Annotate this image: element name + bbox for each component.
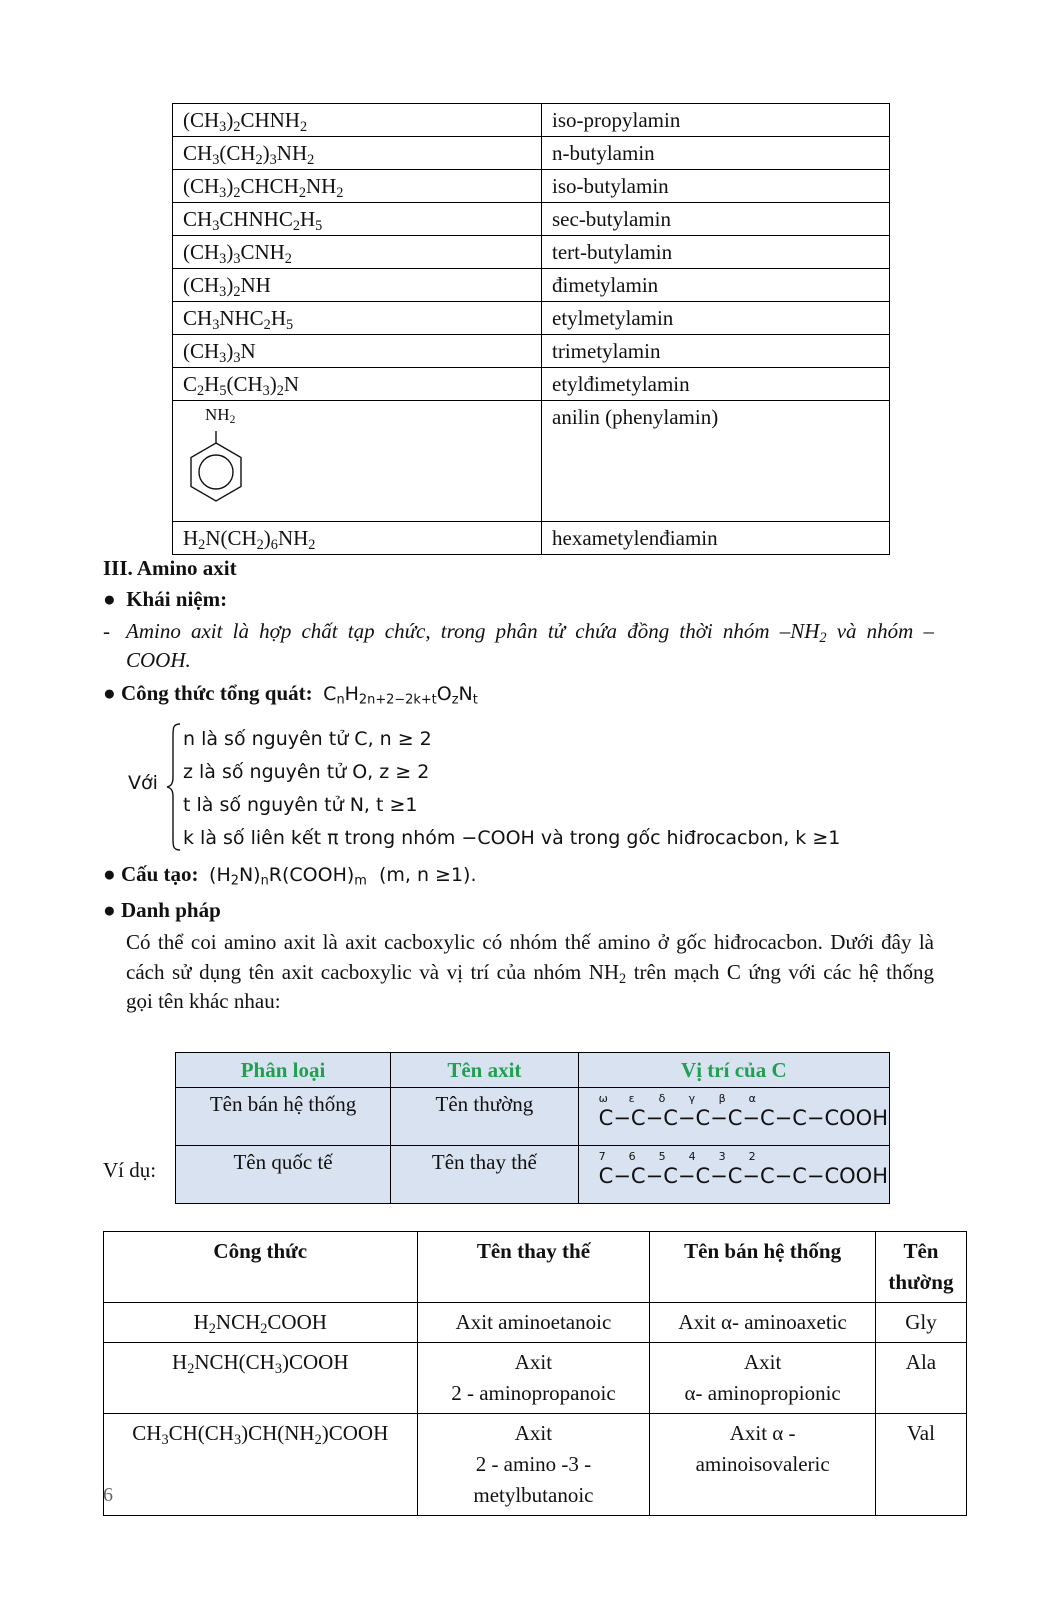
- carbon-position-label: 5: [658, 1150, 666, 1163]
- amine-table-body: [173, 104, 890, 555]
- amine-row: [173, 269, 890, 302]
- carbon-chain: C−C−C−C−C−C−C−COOH: [598, 1164, 888, 1188]
- section-title: III. Amino axit: [103, 556, 237, 580]
- amine-name: đimetylamin: [542, 269, 890, 302]
- classification-row: [176, 1146, 890, 1204]
- benzene-ring-icon: [183, 429, 249, 511]
- amine-table: [172, 103, 890, 555]
- example-formula: $H_2NCH(CH_3)COOH$: [104, 1343, 418, 1414]
- condition-item: n là số nguyên tử C, n ≥ 2: [183, 728, 432, 750]
- aniline-nh2-label: [205, 405, 235, 425]
- amine-row: [173, 203, 890, 236]
- amine-formula: $(CH_3)_2NH$: [173, 269, 542, 302]
- concept-line-2: COOH.: [126, 648, 191, 672]
- classification-table: [175, 1052, 890, 1204]
- amine-name: etylđimetylamin: [542, 368, 890, 401]
- aniline-structure: [173, 401, 542, 522]
- structure-formula: $(H_2N)_nR(COOH)_m$ (m, n ≥1).: [209, 864, 477, 889]
- example-label: Ví dụ:: [103, 1158, 157, 1182]
- concept-dash: -: [103, 619, 110, 643]
- carbon-position-label: 6: [628, 1150, 636, 1163]
- structure: [103, 862, 476, 887]
- carbon-position-label: β: [718, 1092, 726, 1105]
- carbon-position-label: 7: [598, 1150, 606, 1163]
- carbon-chain: C−C−C−C−C−C−C−COOH: [598, 1106, 888, 1130]
- classification-type: Tên bán hệ thống: [176, 1088, 391, 1146]
- concept-heading: [103, 587, 227, 612]
- amine-formula: $CH_3(CH_2)_3NH_2$: [173, 137, 542, 170]
- bullet-dot: ●: [103, 681, 116, 705]
- condition-item: k là số liên kết π trong nhóm −COOH và trong gốc hiđrocacbon, k ≥1: [183, 827, 841, 849]
- conditions-list: [183, 723, 840, 855]
- classification-chain: [578, 1146, 889, 1204]
- carbon-position-labels: [599, 1150, 888, 1164]
- aniline-name: anilin (phenylamin): [542, 401, 890, 522]
- amine-name: hexametylenđiamin: [542, 522, 890, 555]
- amine-name: iso-propylamin: [542, 104, 890, 137]
- amine-name: tert-butylamin: [542, 236, 890, 269]
- amine-row: [173, 170, 890, 203]
- examples-header-cell: Công thức: [104, 1232, 418, 1303]
- curly-brace: [165, 722, 183, 852]
- aniline-group-text: NH: [205, 405, 230, 424]
- example-common-name: Val: [875, 1414, 966, 1516]
- amine-formula: $(CH_3)_2CHCH_2NH_2$: [173, 170, 542, 203]
- carbon-position-label: ω: [598, 1092, 608, 1105]
- condition-item: t là số nguyên tử N, t ≥1: [183, 794, 418, 816]
- classification-header-cell: Tên axit: [391, 1053, 579, 1088]
- examples-header-row: [104, 1232, 967, 1303]
- carbon-position-label: 2: [748, 1150, 756, 1163]
- examples-table: [103, 1231, 967, 1516]
- amine-formula: $H_2N(CH_2)_6NH_2$: [173, 522, 542, 555]
- amine-row: [173, 137, 890, 170]
- concept-line-1: Amino axit là hợp chất tạp chức, trong phân tử chứa đồng thời nhóm $-NH_2$ và nhóm –: [126, 619, 934, 646]
- examples-header-cell: Tên bán hệ thống: [650, 1232, 876, 1303]
- amine-formula: $(CH_3)_2CHNH_2$: [173, 104, 542, 137]
- classification-table-body: [176, 1053, 890, 1204]
- nomenclature-line: gọi tên khác nhau:: [126, 989, 281, 1013]
- example-substitutive-name: Axit 2 - aminopropanoic: [417, 1343, 650, 1414]
- aniline-group-sub: 2: [229, 413, 236, 427]
- nomenclature-line: Có thể coi amino axit là axit cacboxylic có nhóm thế amino ở gốc hiđrocacbon. Dưới đây là: [126, 930, 934, 954]
- example-formula: $H_2NCH_2COOH$: [104, 1303, 418, 1343]
- classification-type: Tên quốc tế: [176, 1146, 391, 1204]
- carbon-position-label: 4: [688, 1150, 696, 1163]
- general-formula: [103, 681, 478, 706]
- example-common-name: Ala: [875, 1343, 966, 1414]
- carbon-position-label: δ: [658, 1092, 666, 1105]
- amine-row: [173, 236, 890, 269]
- nomenclature-heading: [103, 898, 221, 923]
- classification-acid-name: Tên thường: [391, 1088, 579, 1146]
- classification-chain: [578, 1088, 889, 1146]
- amine-row: [173, 302, 890, 335]
- amine-row: [173, 368, 890, 401]
- carbon-position-label: ε: [628, 1092, 635, 1105]
- carbon-position-label: γ: [688, 1092, 696, 1105]
- amine-row: [173, 104, 890, 137]
- amine-row: [173, 335, 890, 368]
- nomenclature-line: cách sử dụng tên axit cacboxylic và vị trí của nhóm $NH_2$ trên mạch C ứng với các hệ thống: [126, 959, 934, 987]
- amine-name: trimetylamin: [542, 335, 890, 368]
- amine-name: etylmetylamin: [542, 302, 890, 335]
- amine-name: n-butylamin: [542, 137, 890, 170]
- amine-formula: $C_2H_5(CH_3)_2N$: [173, 368, 542, 401]
- nomenclature-label: Danh pháp: [120, 898, 221, 922]
- amine-name: sec-butylamin: [542, 203, 890, 236]
- example-semi-systematic-name: Axit α- aminopropionic: [650, 1343, 876, 1414]
- amine-formula: $CH_3CHNHC_2H_5$: [173, 203, 542, 236]
- examples-header-cell: Tên thường: [875, 1232, 966, 1303]
- classification-header-cell: Vị trí của C: [578, 1053, 889, 1088]
- aniline-row: [173, 401, 890, 522]
- amine-name: iso-butylamin: [542, 170, 890, 203]
- example-substitutive-name: Axit 2 - amino -3 - metylbutanoic: [417, 1414, 650, 1516]
- example-formula: $CH_3CH(CH_3)CH(NH_2)COOH$: [104, 1414, 418, 1516]
- amine-formula: $(CH_3)_3CNH_2$: [173, 236, 542, 269]
- classification-acid-name: Tên thay thế: [391, 1146, 579, 1204]
- example-semi-systematic-name: Axit α- aminoaxetic: [650, 1303, 876, 1343]
- page-number: 6: [103, 1484, 113, 1506]
- classification-row: [176, 1088, 890, 1146]
- carbon-position-label: 3: [718, 1150, 726, 1163]
- condition-item: z là số nguyên tử O, z ≥ 2: [183, 761, 430, 783]
- example-substitutive-name: Axit aminoetanoic: [417, 1303, 650, 1343]
- general-formula-label: Công thức tổng quát:: [120, 681, 313, 705]
- with-label: Với: [128, 772, 158, 794]
- amine-formula: $(CH_3)_3N$: [173, 335, 542, 368]
- classification-header-row: [176, 1053, 890, 1088]
- examples-row: [104, 1343, 967, 1414]
- carbon-position-labels: [599, 1092, 888, 1106]
- examples-header-cell: Tên thay thế: [417, 1232, 650, 1303]
- nomenclature-paragraph: [126, 928, 934, 1017]
- carbon-position-label: α: [748, 1092, 756, 1105]
- examples-table-body: [104, 1232, 967, 1516]
- bullet-dot: ●: [103, 898, 116, 922]
- bullet-dot: ●: [103, 862, 116, 886]
- amine-formula: $CH_3NHC_2H_5$: [173, 302, 542, 335]
- amine-row: [173, 522, 890, 555]
- general-formula-expression: $C_nH_{2n+2-2k+t}O_zN_t$: [323, 683, 478, 708]
- classification-header-cell: Phân loại: [176, 1053, 391, 1088]
- examples-row: [104, 1303, 967, 1343]
- concept-label: Khái niệm:: [126, 587, 228, 611]
- bullet-dot: ●: [103, 587, 116, 611]
- structure-label: Cấu tạo:: [120, 862, 199, 886]
- example-semi-systematic-name: Axit α - aminoisovaleric: [650, 1414, 876, 1516]
- example-common-name: Gly: [875, 1303, 966, 1343]
- examples-row: [104, 1414, 967, 1516]
